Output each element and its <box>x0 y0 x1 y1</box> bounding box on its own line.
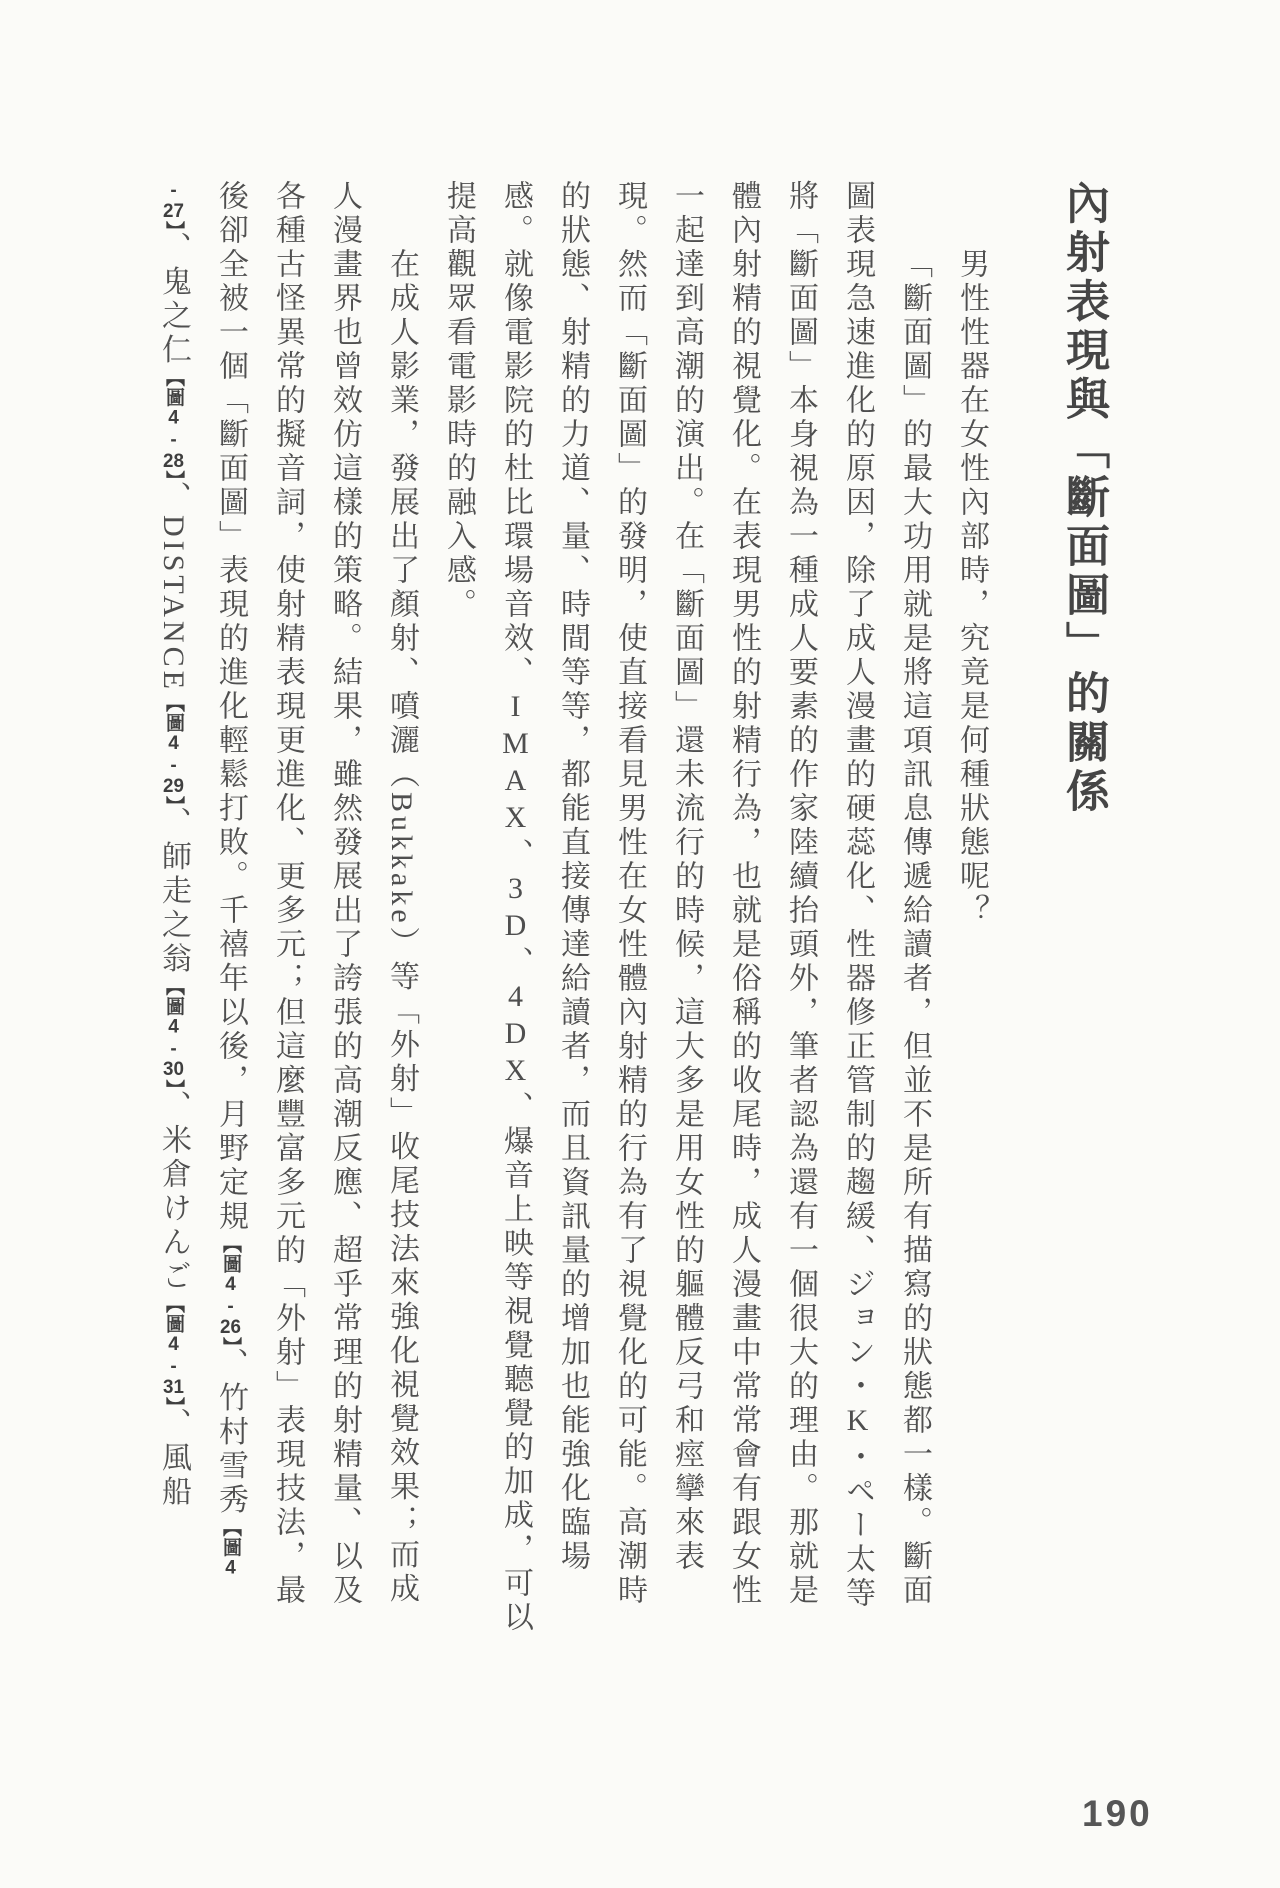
text-segment: 一起達到高潮的演出。在「斷面圖」還未流行的時候，這大多是用女性的軀體反弓和痙攣來表 <box>670 180 703 1574</box>
text-segment: 、 <box>499 946 532 980</box>
figure-ref: 28 <box>163 451 184 471</box>
text-segment: ）等「外射」收尾技法來強化視覺效果；而成 <box>385 926 418 1607</box>
figure-ref: 】 <box>163 1079 184 1090</box>
text-block <box>145 180 1108 1635</box>
text-segment: 的狀態、射精的力道、量、時間等等，都能直接傳達給讀者，而且資訊量的增加也能強化臨場 <box>556 180 589 1574</box>
text-segment: 、米倉けんご <box>157 1089 190 1294</box>
text-segment: 人漫畫界也曾效仿這樣的策略。結果，雖然發展出了誇張的高潮反應、超乎常理的射精量、以及 <box>328 180 361 1608</box>
text-segment: 、 <box>157 481 190 515</box>
figure-ref: 】 <box>163 795 184 807</box>
text-columns <box>145 180 1000 1635</box>
text-column <box>202 180 259 1612</box>
text-segment: 男性性器在女性內部時，究竟是何種狀態呢？ <box>955 248 988 928</box>
figure-ref: 【圖4- <box>163 692 184 777</box>
text-column <box>772 180 829 1612</box>
text-column <box>316 180 373 1612</box>
text-column <box>943 180 1000 1612</box>
text-column <box>601 180 658 1612</box>
figure-ref: 】 <box>163 1396 184 1408</box>
text-segment: K <box>841 1404 874 1441</box>
figure-ref: 【圖4- <box>163 976 184 1061</box>
text-segment: 體內射精的視覺化。在表現男性的射精行為，也就是俗稱的收尾時，成人漫畫中常常會有跟女性 <box>727 180 760 1608</box>
figure-ref: 31 <box>163 1377 184 1397</box>
text-segment: 、竹村雪秀 <box>214 1347 247 1518</box>
figure-ref: 29 <box>163 776 184 796</box>
text-segment: 4DX <box>499 980 532 1091</box>
figure-ref: 【圖4- <box>220 1234 241 1318</box>
figure-ref: 27 <box>163 202 184 221</box>
section-title: 內射表現與「斷面圖」的關係 <box>1059 180 1108 817</box>
text-segment: Bukkake <box>385 792 418 927</box>
text-segment: 將「斷面圖」本身視為一種成人要素的作家陸續抬頭外，筆者認為還有一個很大的理由。那就是 <box>784 180 817 1608</box>
text-segment: 圖表現急速進化的原因，除了成人漫畫的硬蕊化、性器修正管制的趨緩、ジョン・ <box>841 180 874 1404</box>
figure-ref: 】 <box>220 1337 241 1348</box>
text-segment: 各種古怪異常的擬音詞，使射精表現更進化、更多元；但這麼豐富多元的「外射」表現技法，最 <box>271 180 304 1608</box>
text-segment: IMAX <box>499 690 532 838</box>
text-segment: 、師走之翁 <box>157 806 190 977</box>
text-column <box>373 180 430 1612</box>
figure-ref: 】 <box>163 470 184 481</box>
text-segment: 提高觀眾看電影時的融入感。 <box>442 180 475 622</box>
text-segment: 後卻全被一個「斷面圖」表現的進化輕鬆打敗。千禧年以後，月野定規 <box>214 180 247 1234</box>
figure-ref: 【圖4- <box>163 1293 184 1378</box>
text-segment: 3D <box>499 872 532 946</box>
text-column <box>145 180 202 1612</box>
text-column <box>487 180 544 1635</box>
text-column <box>544 180 601 1612</box>
text-segment: ・ペー太等 <box>841 1441 874 1611</box>
figure-ref: 】 <box>163 221 184 232</box>
text-segment: 「斷面圖」的最大功用就是將這項訊息傳遞給讀者，但並不是所有描寫的狀態都一樣。斷面 <box>898 248 931 1608</box>
text-column <box>658 180 715 1612</box>
text-column <box>886 180 943 1612</box>
text-segment: 、鬼之仁 <box>157 231 190 368</box>
text-column <box>259 180 316 1612</box>
text-segment: 、爆音上映等視覺聽覺的加成，可以 <box>499 1091 532 1635</box>
figure-ref: 30 <box>163 1060 184 1080</box>
text-segment: 感。就像電影院的杜比環場音效、 <box>499 180 532 690</box>
text-segment: 在成人影業，發展出了顏射、噴灑（ <box>385 248 418 792</box>
text-segment: 、風船 <box>157 1407 190 1510</box>
text-column <box>829 180 886 1612</box>
text-segment: DISTANCE <box>157 515 190 693</box>
text-column <box>715 180 772 1612</box>
text-segment: 、 <box>499 838 532 872</box>
text-column <box>430 180 487 1612</box>
figure-ref: 【圖4 <box>220 1517 241 1580</box>
page-number: 190 <box>1082 1793 1153 1834</box>
text-segment: 現。然而「斷面圖」的發明，使直接看見男性在女性體內射精的行為有了視覺化的可能。高潮時 <box>613 180 646 1608</box>
figure-ref: 26 <box>220 1318 241 1337</box>
figure-ref: 【圖4- <box>163 367 184 452</box>
figure-ref: - <box>163 180 184 202</box>
